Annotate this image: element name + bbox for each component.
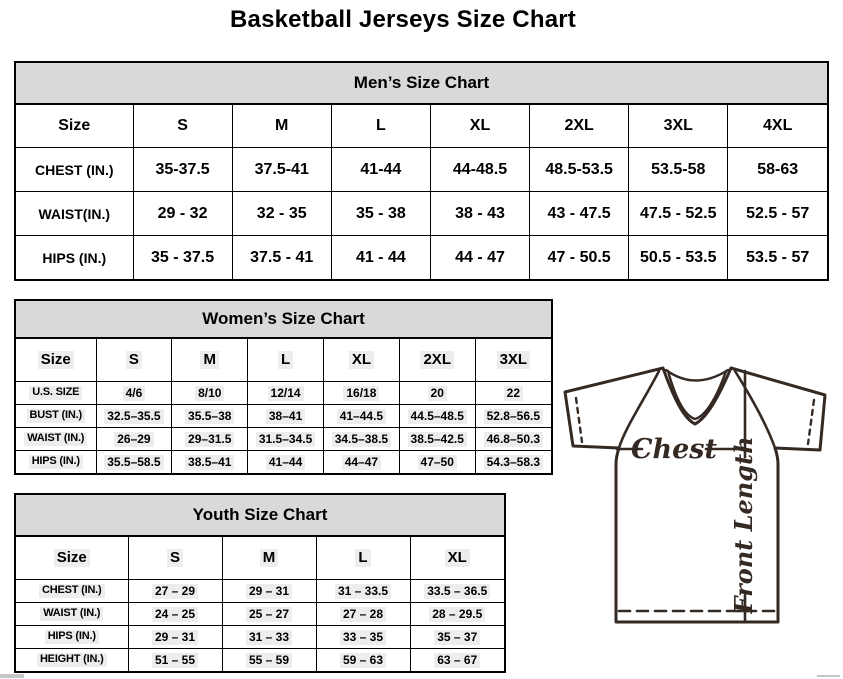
size-value-cell [323,382,399,405]
column-header [16,537,128,580]
table-row [16,428,551,451]
cell-text: 58-63 [757,160,799,178]
size-value-cell [133,192,232,236]
size-value-cell [530,148,629,192]
cell-text: HIPS (IN.) [45,630,99,644]
size-value-cell [728,148,827,192]
table-row [16,580,504,603]
size-value-cell [475,382,551,405]
front-length-label: Front Length [729,436,758,614]
cell-text: 46.8–50.3 [484,432,543,447]
cell-text: 29–31.5 [185,432,234,447]
size-value-cell [410,603,504,626]
size-value-cell [248,451,324,474]
scrollbar-fragment-left[interactable] [0,674,24,678]
column-header [96,339,172,382]
mens-size-table [16,104,827,279]
column-header [331,105,430,148]
cell-text: 44 - 47 [455,248,505,266]
cell-text: 37.5-41 [254,160,309,178]
cell-text: 20 [428,386,447,401]
size-value-cell [96,451,172,474]
cell-text: 44–47 [342,455,381,470]
cell-text: S [167,549,183,568]
cell-text: 25 – 27 [246,607,292,622]
cell-text: 47 - 50.5 [547,248,611,266]
size-value-cell [323,451,399,474]
cell-text: 31.5–34.5 [256,432,315,447]
size-value-cell [629,148,728,192]
page-title: Basketball Jerseys Size Chart [230,6,576,33]
column-header [430,105,529,148]
size-header-row [16,105,827,148]
cell-text: 33 – 35 [340,630,386,645]
table-row [16,148,827,192]
cell-text: 8/10 [195,386,224,401]
size-value-cell [248,405,324,428]
cell-text: L [375,117,386,134]
cell-text: HIPS (IN.) [42,249,107,266]
cell-text: HEIGHT (IN.) [37,653,107,667]
cell-text: M [260,549,279,568]
size-header-row [16,339,551,382]
row-label [16,382,96,405]
size-value-cell [128,626,222,649]
cell-text: 63 – 67 [434,653,480,668]
youth-size-table [16,536,504,671]
size-value-cell [316,580,410,603]
row-label [16,451,96,474]
cell-text: 35 – 37 [434,630,480,645]
cell-text: 53.5 - 57 [746,248,810,266]
cell-text: S [177,117,188,134]
size-value-cell [399,451,475,474]
scrollbar-fragment-right[interactable] [817,675,840,677]
size-value-cell [430,192,529,236]
size-value-cell [331,236,430,280]
size-value-cell [410,580,504,603]
column-header [222,537,316,580]
size-value-cell [399,428,475,451]
size-value-cell [430,148,529,192]
size-value-cell [316,603,410,626]
size-value-cell [133,148,232,192]
size-value-cell [475,428,551,451]
cell-text: 41 - 44 [355,248,406,266]
cell-text: 38.5–41 [185,455,234,470]
cell-text: XL [349,351,374,370]
jersey-outline-shape [565,368,825,622]
row-label [16,405,96,428]
size-value-cell [629,236,728,280]
cell-text: 35 - 37.5 [150,248,215,266]
column-header [248,339,324,382]
cell-text: 59 – 63 [340,653,386,668]
size-value-cell [475,405,551,428]
cell-text: 31 – 33.5 [335,584,391,599]
cell-text: 55 – 59 [246,653,292,668]
cell-text: 38.5–42.5 [408,432,467,447]
size-value-cell [222,603,316,626]
cell-text: 4XL [763,117,793,134]
size-value-cell [248,428,324,451]
cell-text: 29 – 31 [246,584,292,599]
row-label [16,192,133,236]
size-value-cell [316,626,410,649]
size-value-cell [316,649,410,672]
cell-text: 4/6 [123,386,146,401]
column-header [16,339,96,382]
size-value-cell [728,236,827,280]
size-value-cell [222,649,316,672]
size-value-cell [96,382,172,405]
size-value-cell [323,428,399,451]
size-value-cell [410,649,504,672]
size-value-cell [331,192,430,236]
youth-chart-title: Youth Size Chart [16,495,504,536]
row-label [16,626,128,649]
cell-text: M [200,351,219,370]
size-value-cell [172,451,248,474]
size-value-cell [248,382,324,405]
cell-text: 16/18 [343,386,379,401]
row-label [16,428,96,451]
size-value-cell [128,603,222,626]
cell-text: L [355,549,370,568]
table-row [16,192,827,236]
cell-text: 44-48.5 [452,160,508,178]
right-armhole-seam [735,371,775,448]
cell-text: 54.3–58.3 [484,455,543,470]
cell-text: WAIST (IN.) [40,607,103,621]
row-label [16,236,133,280]
size-value-cell [530,192,629,236]
cell-text: L [278,351,293,370]
size-value-cell [128,580,222,603]
size-value-cell [222,580,316,603]
cell-text: 48.5-53.5 [545,160,613,178]
cell-text: 43 - 47.5 [547,204,611,222]
cell-text: 50.5 - 53.5 [640,248,717,266]
row-label [16,603,128,626]
jersey-measurement-diagram [555,358,837,630]
cell-text: 27 – 29 [152,584,198,599]
size-value-cell [172,405,248,428]
cell-text: U.S. SIZE [29,386,82,400]
size-value-cell [331,148,430,192]
cell-text: 35.5–38 [185,409,234,424]
size-value-cell [96,405,172,428]
cell-text: 41–44.5 [337,409,386,424]
cell-text: 29 - 32 [157,204,208,222]
column-header [172,339,248,382]
cell-text: 29 – 31 [152,630,198,645]
womens-size-table [16,338,551,473]
size-value-cell [399,405,475,428]
cell-text: 3XL [663,117,693,134]
size-value-cell [128,649,222,672]
cell-text: 3XL [497,351,531,370]
cell-text: 47–50 [418,455,457,470]
cell-text: 2XL [420,351,454,370]
womens-chart-title: Women’s Size Chart [16,301,551,338]
cell-text: 44.5–48.5 [408,409,467,424]
cell-text: 35.5–58.5 [104,455,163,470]
cell-text: 41–44 [266,455,305,470]
cell-text: 26–29 [114,432,153,447]
cell-text: WAIST (IN.) [24,432,87,446]
table-row [16,405,551,428]
size-value-cell [172,382,248,405]
size-value-cell [232,148,331,192]
column-header [475,339,551,382]
size-header-row [16,537,504,580]
cell-text: 35-37.5 [155,160,210,178]
column-header [410,537,504,580]
cell-text: 38–41 [266,409,305,424]
size-value-cell [172,428,248,451]
right-cuff-dashed-line [808,400,814,444]
cell-text: 47.5 - 52.5 [640,204,717,222]
cell-text: 38 - 43 [455,204,505,222]
size-value-cell [96,428,172,451]
column-header [629,105,728,148]
cell-text: 22 [504,386,523,401]
table-row [16,382,551,405]
cell-text: HIPS (IN.) [29,455,83,469]
size-value-cell [530,236,629,280]
cell-text: 27 – 28 [340,607,386,622]
cell-text: 12/14 [268,386,304,401]
cell-text: 51 – 55 [152,653,198,668]
column-header [399,339,475,382]
cell-text: 41-44 [360,160,402,178]
table-row [16,649,504,672]
column-header [128,537,222,580]
table-row [16,603,504,626]
size-value-cell [399,382,475,405]
size-value-cell [222,626,316,649]
cell-text: 24 – 25 [152,607,198,622]
cell-text: 32.5–35.5 [104,409,163,424]
size-value-cell [232,192,331,236]
womens-size-chart [14,299,553,475]
cell-text: Size [54,549,90,568]
cell-text: BUST (IN.) [27,409,85,423]
cell-text: XL [445,549,470,568]
cell-text: M [275,117,289,134]
mens-chart-title: Men’s Size Chart [16,63,827,104]
column-header [728,105,827,148]
youth-size-chart [14,493,506,673]
column-header [316,537,410,580]
column-header [323,339,399,382]
size-value-cell [430,236,529,280]
cell-text: 37.5 - 41 [250,248,314,266]
collar-arc-top [666,370,728,381]
cell-text: S [126,351,142,370]
column-header [16,105,133,148]
size-value-cell [728,192,827,236]
cell-text: CHEST (IN.) [34,161,114,178]
cell-text: 35 - 38 [355,204,406,222]
mens-size-chart [14,61,829,281]
cell-text: 2XL [564,117,594,134]
table-row [16,236,827,280]
cell-text: 34.5–38.5 [332,432,391,447]
row-label [16,148,133,192]
size-value-cell [232,236,331,280]
row-label [16,649,128,672]
cell-text: WAIST(IN.) [38,205,111,222]
cell-text: Size [58,117,91,134]
cell-text: 33.5 – 36.5 [424,584,490,599]
cell-text: Size [38,351,74,370]
left-cuff-dashed-line [576,398,582,442]
chest-label: Chest [631,434,717,465]
collar-arc-inner [668,371,726,419]
size-value-cell [475,451,551,474]
size-value-cell [323,405,399,428]
cell-text: 31 – 33 [246,630,292,645]
cell-text: 32 - 35 [256,204,307,222]
table-row [16,451,551,474]
size-value-cell [629,192,728,236]
table-row [16,626,504,649]
size-value-cell [133,236,232,280]
column-header [232,105,331,148]
cell-text: 52.5 - 57 [746,204,810,222]
cell-text: CHEST (IN.) [39,584,105,598]
cell-text: XL [469,117,491,134]
column-header [133,105,232,148]
row-label [16,580,128,603]
size-value-cell [410,626,504,649]
cell-text: 28 – 29.5 [429,607,485,622]
column-header [530,105,629,148]
cell-text: 52.8–56.5 [484,409,543,424]
cell-text: 53.5-58 [651,160,706,178]
